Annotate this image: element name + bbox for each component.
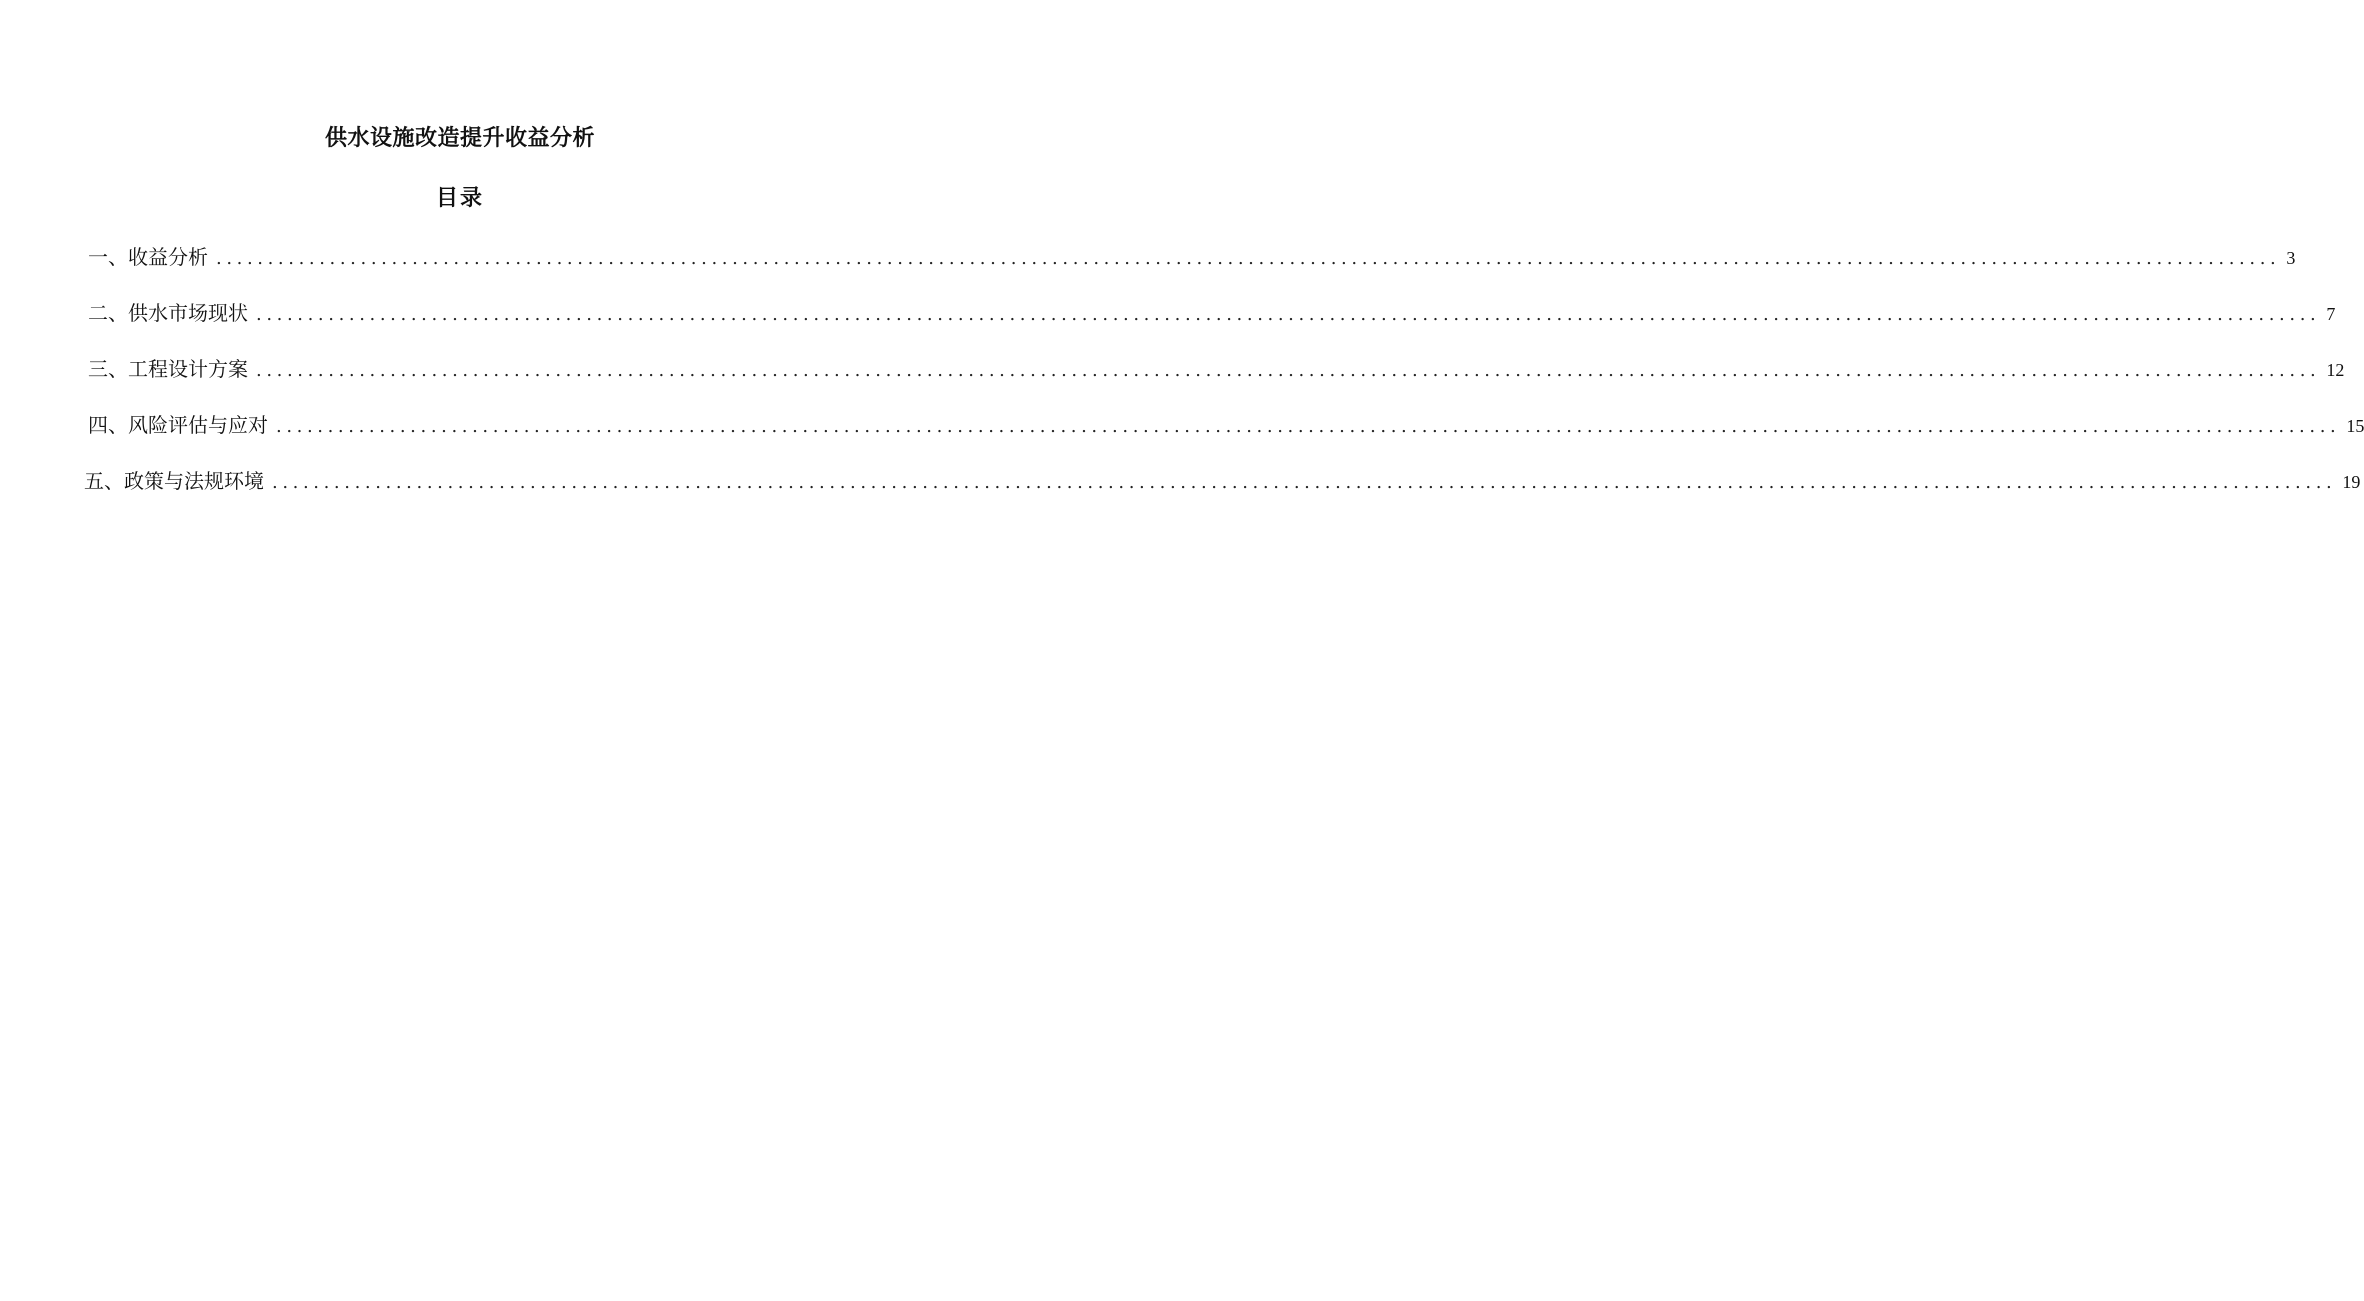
toc-entry-label: 三、工程设计方案 [88,357,248,381]
toc-entry-page-number: 19 [2342,472,2361,492]
toc-entry[interactable] [88,243,2296,273]
toc-entry-label: 一、收益分析 [88,245,208,269]
toc-entry[interactable] [88,411,2364,441]
toc-entry[interactable] [88,299,2336,329]
toc-entry[interactable] [88,355,2345,385]
toc-entry[interactable] [84,467,2361,497]
toc-dot-leader: ........................................................................................................................................................................................................ [256,360,2321,381]
toc-entry-label: 四、风险评估与应对 [88,413,268,437]
toc-entry-page-number: 12 [2326,360,2345,380]
document-title: 供水设施改造提升收益分析 [324,126,595,151]
toc-entry-label: 二、供水市场现状 [88,301,248,325]
toc-entry-page-number: 15 [2346,416,2364,436]
toc-dot-leader: ........................................................................................................................................................................................................ [216,248,2281,269]
toc-dot-leader: ........................................................................................................................................................................................................ [276,416,2341,437]
toc-entry-page-number: 7 [2326,304,2336,324]
toc-dot-leader: ........................................................................................................................................................................................................ [272,472,2337,493]
toc-heading: 目录 [435,186,484,211]
toc-dot-leader: ........................................................................................................................................................................................................ [256,304,2321,325]
toc-entry-page-number: 3 [2286,248,2296,268]
toc-entry-label: 五、政策与法规环境 [84,469,264,493]
